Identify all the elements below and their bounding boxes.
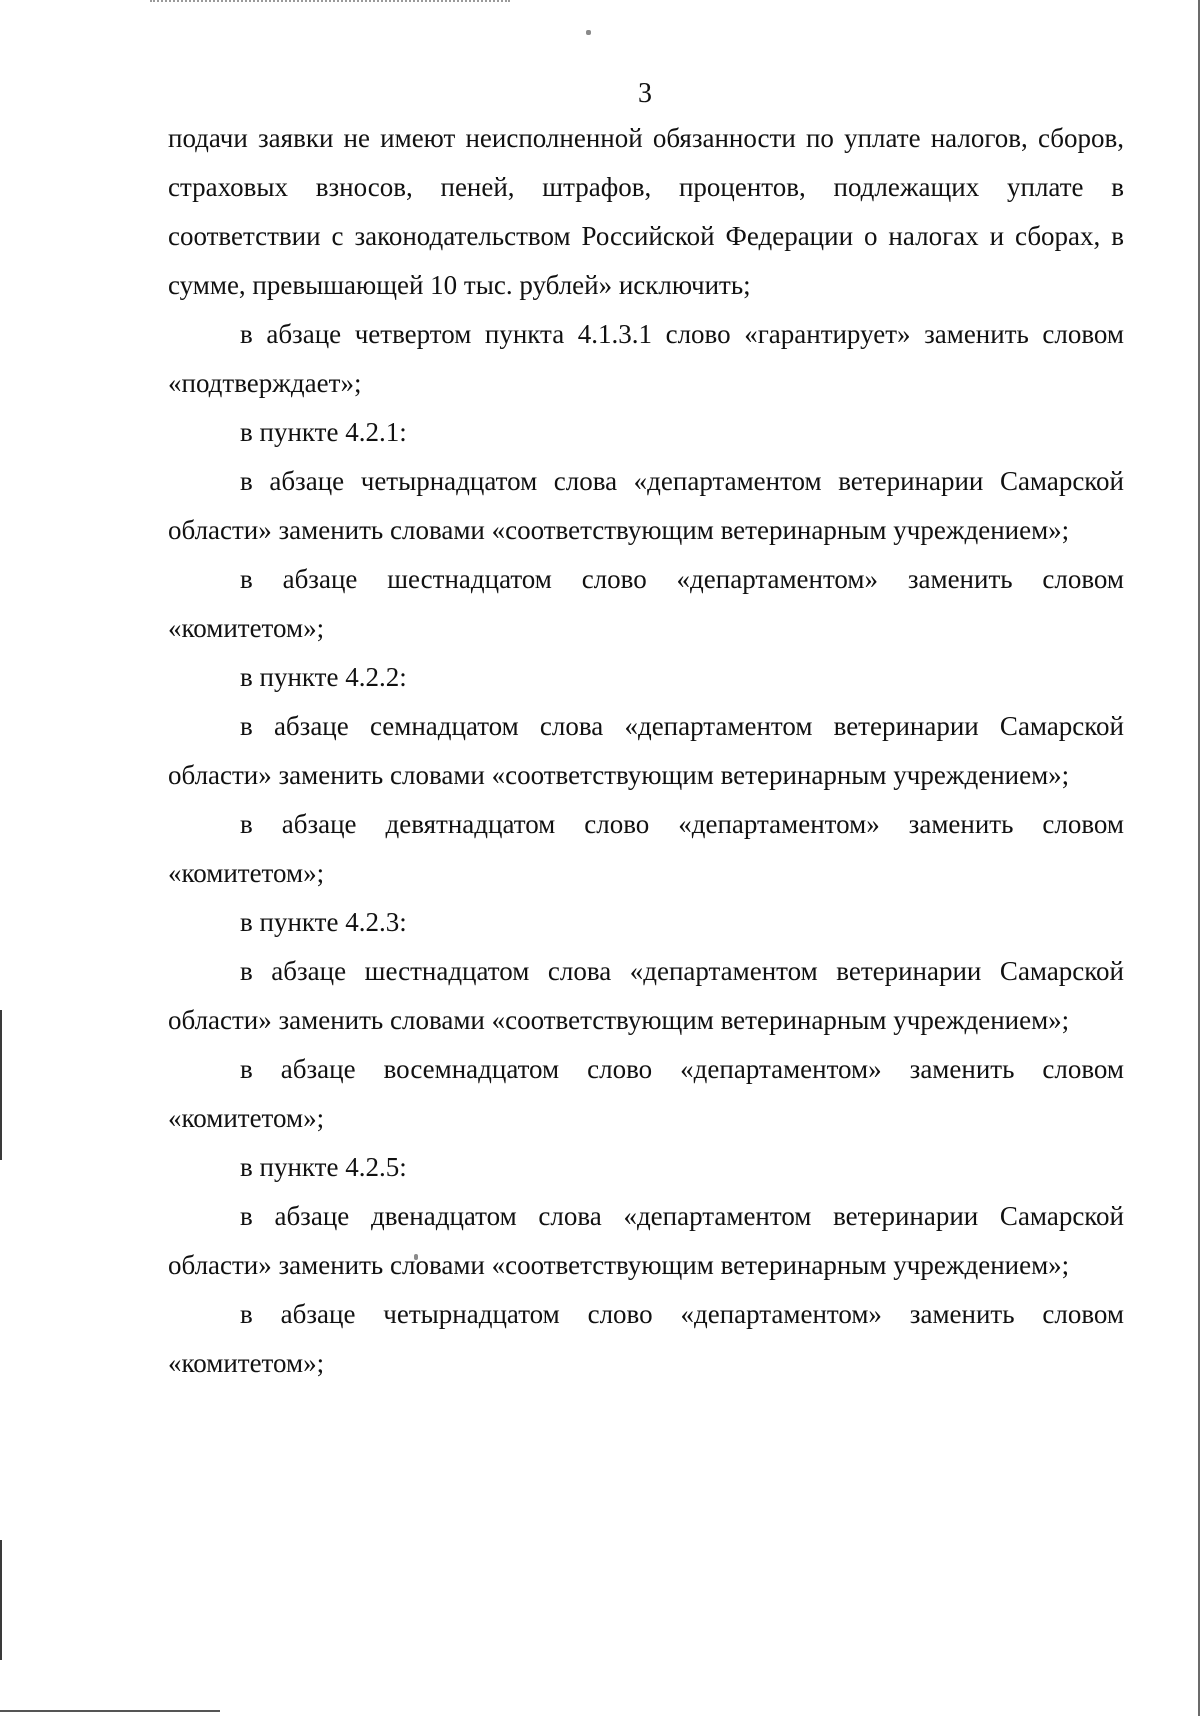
paragraph-subheading: в пункте 4.2.3: xyxy=(240,907,407,937)
scan-artifact-edge xyxy=(0,1710,220,1712)
paragraph: в абзаце шестнадцатом слово «департаментом» заменить словом «комитетом»; xyxy=(168,564,1124,643)
paragraph-subheading: в пункте 4.2.5: xyxy=(240,1152,407,1182)
paragraph-subheading: в пункте 4.2.2: xyxy=(240,662,407,692)
document-body xyxy=(168,114,1124,1388)
scan-artifact-edge xyxy=(0,1540,2,1660)
paragraph: в абзаце двенадцатом слова «департаментом ветеринарии Самарской области» заменить словами «соответствующим ветеринарным учреждением»; xyxy=(168,1201,1124,1280)
scan-artifact-top xyxy=(150,0,510,6)
paragraph-subheading: в пункте 4.2.1: xyxy=(240,417,407,447)
paragraph: в абзаце семнадцатом слова «департаментом ветеринарии Самарской области» заменить словами «соответствующим ветеринарным учреждением»; xyxy=(168,711,1124,790)
paragraph: в абзаце восемнадцатом слово «департаментом» заменить словом «комитетом»; xyxy=(168,1054,1124,1133)
paragraph: в абзаце четырнадцатом слово «департаментом» заменить словом «комитетом»; xyxy=(168,1299,1124,1378)
scan-artifact-speck xyxy=(586,30,591,35)
paragraph: в абзаце шестнадцатом слова «департаментом ветеринарии Самарской области» заменить словами «соответствующим ветеринарным учреждением»; xyxy=(168,956,1124,1035)
paragraph-continuation: подачи заявки не имеют неисполненной обязанности по уплате налогов, сборов, страховых взносов, пеней, штрафов, процентов, подлежащих уплате в соответствии с законодательством Российской Федерации о налогах и сборах, в сумме, превышающей 10 тыс. рублей» исключить; xyxy=(168,123,1124,300)
page-number: 3 xyxy=(638,78,652,109)
paragraph: в абзаце четырнадцатом слова «департаментом ветеринарии Самарской области» заменить словами «соответствующим ветеринарным учреждением»; xyxy=(168,466,1124,545)
paragraph: в абзаце четвертом пункта 4.1.3.1 слово «гарантирует» заменить словом «подтверждает»; xyxy=(168,319,1124,398)
scan-artifact-edge xyxy=(0,1010,2,1160)
paragraph: в абзаце девятнадцатом слово «департаментом» заменить словом «комитетом»; xyxy=(168,809,1124,888)
